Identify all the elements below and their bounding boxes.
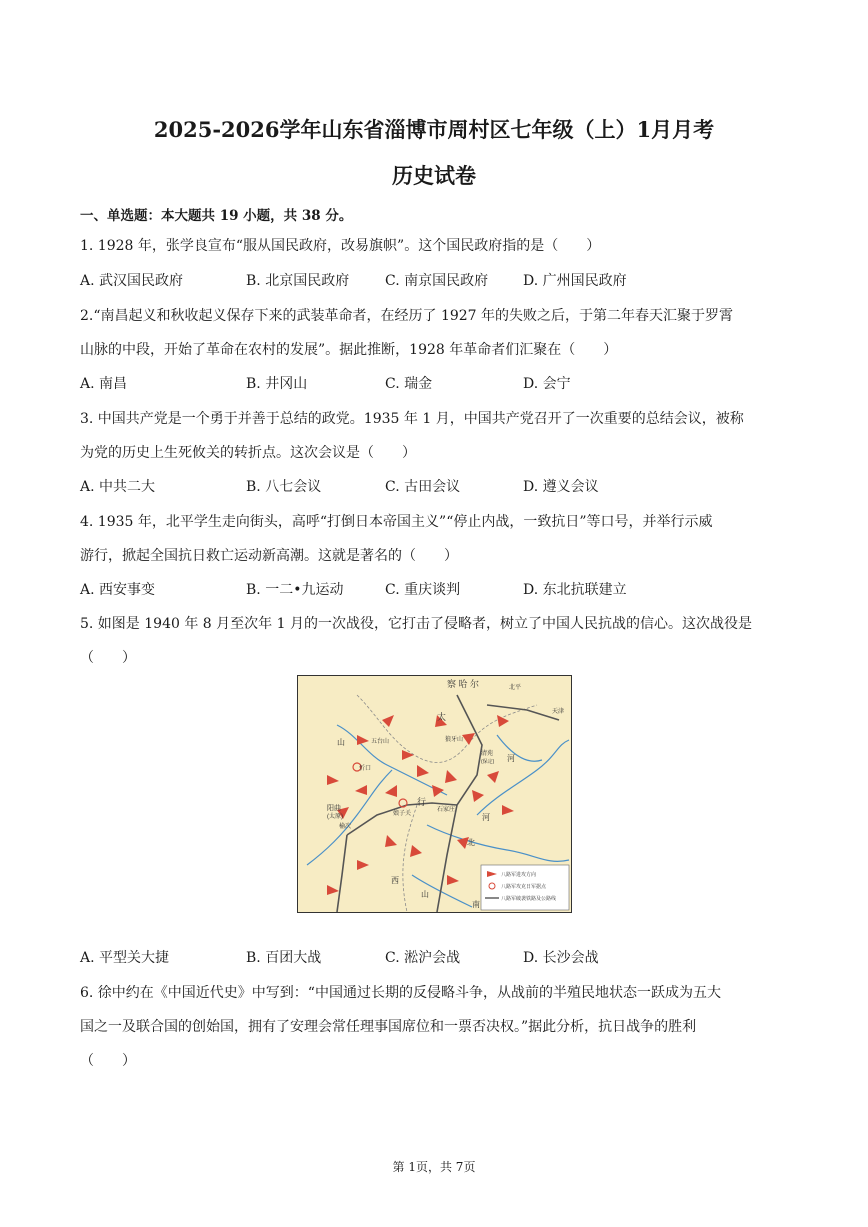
map-label-langyashan: 狼牙山	[445, 737, 464, 743]
map-legend	[481, 865, 569, 910]
question-3-stem-line-1: 3. 中国共产党是一个勇于并善于总结的政党。1935 年 1 月，中国共产党召开了一次重要的总结会议，被称	[80, 411, 744, 427]
map-label-shan-1: 山	[337, 738, 345, 747]
question-2-option-d: D. 会宁	[523, 376, 571, 392]
map-label-qingyuan: 清苑	[481, 751, 494, 757]
question-3-stem-line-2: 为党的历史上生死攸关的转折点。这次会议是（ ）	[80, 445, 416, 461]
section-heading: 一、单选题：本大题共 19 小题，共 38 分。	[80, 208, 353, 224]
question-3-option-c: C. 古田会议	[385, 479, 461, 495]
question-5-stem-line-2: （ ）	[80, 650, 136, 666]
question-2-option-c: C. 瑞金	[385, 376, 433, 392]
question-6-stem-line-2: 国之一及联合国的创始国，拥有了安理会常任理事国席位和一票否决权。”据此分析，抗日战争的胜利	[80, 1019, 697, 1035]
battle-map	[297, 675, 572, 913]
question-4-stem-line-1: 4. 1935 年，北平学生走向街头，高呼“打倒日本帝国主义”“停止内战，一致抗日”等口号，并举行示威	[80, 514, 713, 530]
map-label-baoding: (保定)	[481, 759, 495, 765]
map-label-hang: 行	[417, 797, 427, 807]
question-5-option-d: D. 长沙会战	[523, 950, 599, 966]
question-5-option-c: C. 淞沪会战	[385, 950, 461, 966]
legend-captured: 八路军攻克日军据点	[501, 884, 547, 890]
question-1-option-c: C. 南京国民政府	[385, 273, 489, 289]
question-4-option-c: C. 重庆谈判	[385, 582, 461, 598]
question-6-stem-line-1: 6. 徐中约在《中国近代史》中写到：“中国通过长期的反侵略斗争，从战前的半殖民地状态一跃成为五大	[80, 985, 721, 1001]
question-2-option-b: B. 井冈山	[246, 376, 308, 392]
map-label-tianjin: 天津	[552, 709, 565, 715]
question-3-option-b: B. 八七会议	[246, 479, 322, 495]
question-2-stem-line-1: 2.“南昌起义和秋收起义保存下来的武装革命者，在经历了 1927 年的失败之后，于第二年春天汇聚于罗霄	[80, 308, 734, 324]
map-label-he-2: 河	[482, 813, 490, 822]
question-6-stem-line-3: （ ）	[80, 1053, 136, 1069]
question-5-stem-line-1: 5. 如图是 1940 年 8 月至次年 1 月的一次战役，它打击了侵略者，树立了中国人民抗战的信心。这次战役是	[80, 616, 752, 632]
page-title: 2025-2026学年山东省淄博市周村区七年级（上）1月月考	[153, 117, 715, 142]
map-label-shan-2: 山	[421, 890, 429, 899]
page-footer: 第 1页，共 7页	[392, 1160, 476, 1174]
question-4-option-d: D. 东北抗联建立	[523, 582, 627, 598]
question-4-option-b: B. 一二•九运动	[246, 582, 344, 598]
map-label-niangziguan: 娘子关	[393, 811, 412, 817]
question-3-option-a: A. 中共二大	[80, 479, 156, 495]
page-subtitle: 历史试卷	[392, 163, 476, 188]
question-1-option-d: D. 广州国民政府	[523, 273, 627, 289]
question-4-option-a: A. 西安事变	[80, 582, 156, 598]
map-label-chahaer: 察 哈 尔	[447, 679, 480, 689]
question-3-option-d: D. 遵义会议	[523, 479, 599, 495]
question-5-option-b: B. 百团大战	[246, 950, 322, 966]
legend-attack: 八路军进攻方向	[501, 872, 537, 878]
question-5-option-a: A. 平型关大捷	[80, 950, 170, 966]
map-label-wutaishan: 五台山	[371, 739, 390, 745]
map-label-tai: 太	[437, 712, 447, 722]
question-1-option-b: B. 北京国民政府	[246, 273, 350, 289]
question-2-option-a: A. 南昌	[80, 376, 128, 392]
question-1-option-a: A. 武汉国民政府	[80, 273, 184, 289]
map-label-taiyuan: (太原)	[327, 814, 343, 820]
question-1-stem: 1. 1928 年，张学良宣布“服从国民政府，改易旗帜”。这个国民政府指的是（ ）	[80, 238, 601, 254]
map-label-xi: 西	[391, 876, 399, 885]
map-label-bei: 北	[467, 838, 475, 847]
map-label-he-1: 河	[507, 754, 515, 763]
question-2-stem-line-2: 山脉的中段，开始了革命在农村的发展”。据此推断，1928 年革命者们汇聚在（ ）	[80, 342, 618, 358]
map-label-xinkou: 忻口	[359, 766, 372, 772]
map-label-shijiazhuang: 石家庄	[437, 807, 456, 813]
map-label-nan: 南	[472, 900, 480, 909]
map-label-yangqu: 阳曲	[327, 805, 341, 812]
question-4-stem-line-2: 游行，掀起全国抗日救亡运动新高潮。这就是著名的（ ）	[80, 548, 458, 564]
map-label-beiping: 北平	[509, 685, 522, 691]
map-label-yuci: 榆次	[339, 824, 352, 830]
legend-rail: 八路军破袭铁路及公路线	[501, 896, 557, 902]
